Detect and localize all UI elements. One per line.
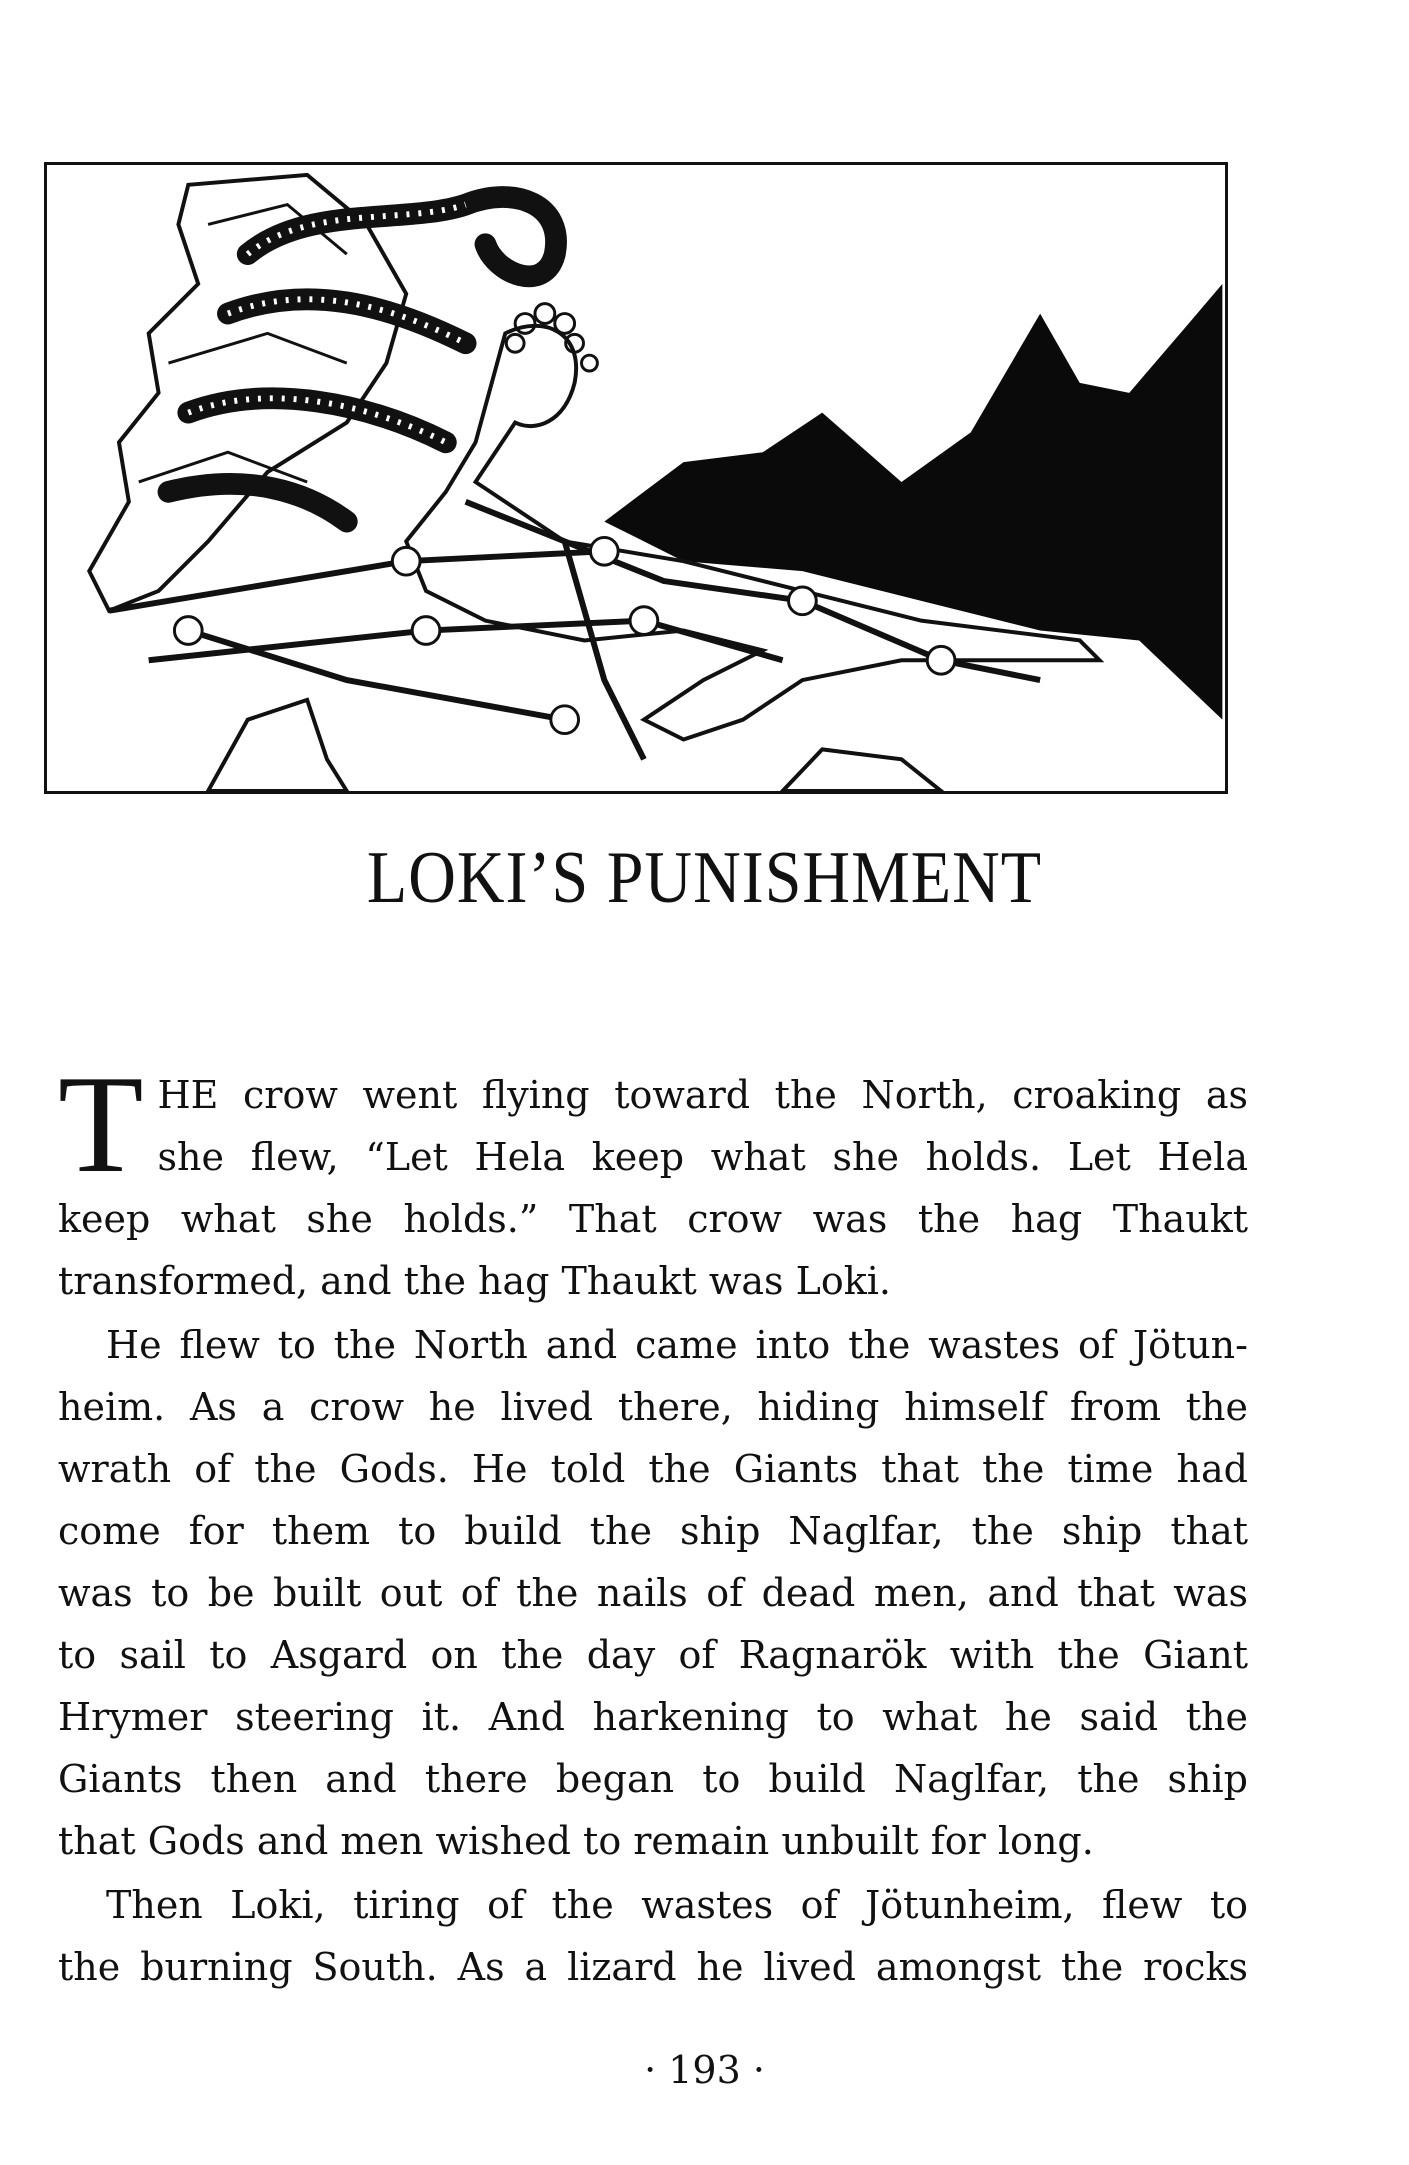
text-line: she flew, “Let Hela keep what she holds. Let Hela bbox=[157, 1135, 1248, 1179]
text-line: wrath of the Gods. He told the Giants that the time had bbox=[58, 1447, 1248, 1491]
text-line: Giants then and there began to build Naglfar, the ship bbox=[58, 1757, 1248, 1801]
text-line: come for them to build the ship Naglfar, the ship that bbox=[58, 1509, 1248, 1553]
text-line: to sail to Asgard on the day of Ragnarök with the Giant bbox=[58, 1633, 1248, 1677]
paragraph-3 bbox=[58, 1874, 1248, 1998]
loki-bound-illustration bbox=[44, 162, 1228, 794]
text-line: was to be built out of the nails of dead men, and that was bbox=[58, 1571, 1248, 1615]
text-line: HE crow went flying toward the North, croaking as bbox=[157, 1073, 1248, 1117]
drop-cap: T bbox=[58, 1047, 144, 1202]
text-line: the burning South. As a lizard he lived amongst the rocks bbox=[58, 1945, 1248, 1989]
text-line: transformed, and the hag Thaukt was Loki. bbox=[58, 1259, 892, 1303]
text-line: keep what she holds.” That crow was the hag Thaukt bbox=[58, 1197, 1248, 1241]
body-text bbox=[58, 1047, 1248, 1998]
text-line: Then Loki, tiring of the wastes of Jötunheim, flew to bbox=[106, 1883, 1248, 1927]
paragraph-2 bbox=[58, 1314, 1248, 1872]
text-line: that Gods and men wished to remain unbuilt for long. bbox=[58, 1819, 1094, 1863]
paragraph-1 bbox=[58, 1047, 1248, 1312]
text-line: He flew to the North and came into the wastes of Jötun- bbox=[106, 1323, 1248, 1367]
text-line: heim. As a crow he lived there, hiding himself from the bbox=[58, 1385, 1248, 1429]
illustration-svg bbox=[47, 165, 1225, 791]
text-line: Hrymer steering it. And harkening to what he said the bbox=[58, 1695, 1248, 1739]
chapter-title: LOKI’S PUNISHMENT bbox=[366, 837, 1043, 919]
page-number: · 193 · bbox=[644, 2048, 765, 2092]
